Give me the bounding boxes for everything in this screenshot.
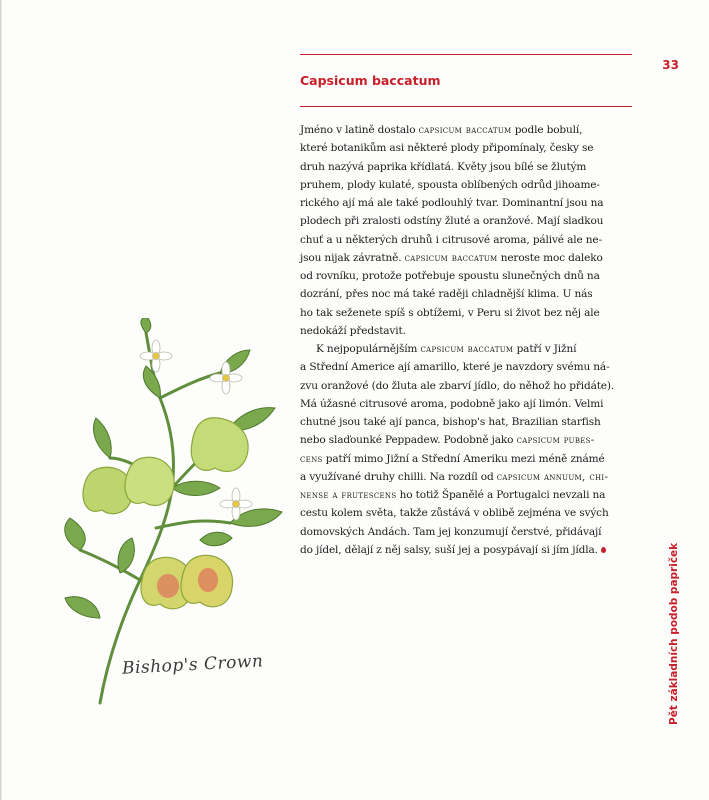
text-run: patří mimo Jižní a Střední Ameriku mezi méně známé (322, 452, 605, 465)
paragraph-2 (300, 340, 632, 559)
chapter-side-label: Pět základních podob papriček (668, 542, 680, 725)
leaf (65, 597, 100, 618)
text-run: podle bobulí, (511, 124, 583, 136)
text-run: a Střední Americe ají amarillo, které je navzdory svému ná- (300, 361, 610, 374)
text-run: chutné jsou také ají panca, bishop's hat, Brazilian starfish (300, 416, 601, 428)
section-title: Capsicum baccatum (300, 73, 441, 88)
leaf (200, 532, 232, 546)
leaf (65, 518, 85, 550)
text-line (300, 231, 632, 249)
latin-name: capsicum pubes- (516, 434, 595, 447)
fruit-blush (198, 568, 218, 592)
text-run: Má úžasné citrusové aroma, podobně jako ají limón. Velmi (300, 397, 604, 410)
text-run: druh nazývá paprika křídlatá. Květy jsou bílé se žlutým (300, 160, 587, 173)
text-run: Jméno v latině dostalo (300, 124, 419, 136)
text-line (300, 523, 632, 541)
latin-name: capsicum baccatum (420, 343, 514, 355)
leaf (94, 418, 112, 458)
text-line (300, 541, 632, 559)
text-line (300, 139, 632, 157)
text-run: K nejpopulárnějším (316, 343, 421, 355)
text-run: jsou nijak závratně. (300, 251, 405, 264)
text-line (300, 285, 632, 303)
text-run: dozrání, přes noc má také raději chladnější klima. U nás (300, 288, 593, 301)
latin-name: capsicum baccatum (418, 124, 512, 136)
paragraph-1 (300, 121, 632, 340)
latin-name: cens (300, 452, 323, 465)
text-line (300, 395, 632, 413)
text-run: plodech při zralosti odstíny žluté a oranžové. Mají sladkou (300, 215, 604, 228)
illustration-caption: Bishop's Crown (121, 651, 264, 679)
body-text (300, 121, 632, 559)
text-run: od rovníku, protože potřebuje spoustu slunečných dnů na (300, 270, 600, 282)
text-run: neroste moc daleko (497, 251, 603, 264)
chili-plant-illustration (60, 318, 300, 710)
text-run: chuť a u některých druhů i citrusové aroma, pálivé ale ne- (300, 233, 602, 246)
text-line (300, 340, 632, 358)
text-run: pruhem, plody kulaté, spousta oblíbených odrůd jihoame- (300, 178, 600, 191)
latin-name: capsicum baccatum (404, 251, 498, 264)
leaf (118, 538, 134, 573)
text-line (300, 468, 632, 486)
red-drop-icon (601, 547, 606, 553)
text-run: nedokáží představit. (300, 324, 406, 337)
text-line (300, 194, 632, 212)
text-run: ho totiž Španělé a Portugalci nevzali na (396, 489, 606, 501)
text-run: zvu oranžové (do žluta ale zbarví jídlo, do něhož ho přidáte). (300, 379, 615, 392)
text-line (300, 249, 632, 267)
latin-name: nense a frutescens (300, 489, 397, 501)
page-number: 33 (662, 58, 679, 72)
text-run: nebo slaďounké Peppadew. Podobně jako (300, 434, 517, 447)
leaf (141, 318, 151, 333)
text-run: cestu kolem světa, takže zůstává v oblibě zejména ve svých (300, 507, 609, 520)
main-stem (100, 333, 174, 703)
text-run: domovských Andách. Tam jej konzumují čerstvé, přidávají (300, 525, 602, 538)
latin-name: capsicum annuum, chi- (496, 470, 609, 483)
text-line (300, 413, 632, 431)
text-line (300, 377, 632, 395)
header-rule-top (300, 54, 632, 55)
text-line (300, 450, 632, 468)
text-line (300, 267, 632, 285)
leaf (172, 481, 220, 495)
text-run: patří v Jižní (513, 343, 577, 355)
text-run: do jídel, dělají z něj salsy, suší jej a posypávají si jím jídla. (300, 543, 598, 556)
text-line (300, 504, 632, 522)
text-line (300, 358, 632, 376)
text-line (300, 322, 632, 340)
page-edge-shadow (0, 0, 2, 800)
text-run: ho tak seženete spíš s obtížemi, v Peru si život bez něj ale (300, 306, 600, 319)
text-line (300, 176, 632, 194)
fruit (125, 457, 174, 505)
text-run: rického ají má ale také podlouhlý tvar. Dominantní jsou na (300, 197, 604, 209)
header-rule-bottom (300, 106, 632, 107)
fruit-blush (157, 574, 179, 598)
text-run: které botanikům asi některé plody připomínaly, česky se (300, 142, 594, 155)
stem-branch (156, 521, 230, 528)
chili-plant-drawing (60, 318, 300, 710)
text-line (300, 121, 632, 139)
text-line (300, 158, 632, 176)
text-line (300, 486, 632, 504)
text-line (300, 304, 632, 322)
text-run: a využívané druhy chilli. Na rozdíl od (300, 470, 497, 483)
text-line (300, 212, 632, 230)
text-line (300, 431, 632, 449)
